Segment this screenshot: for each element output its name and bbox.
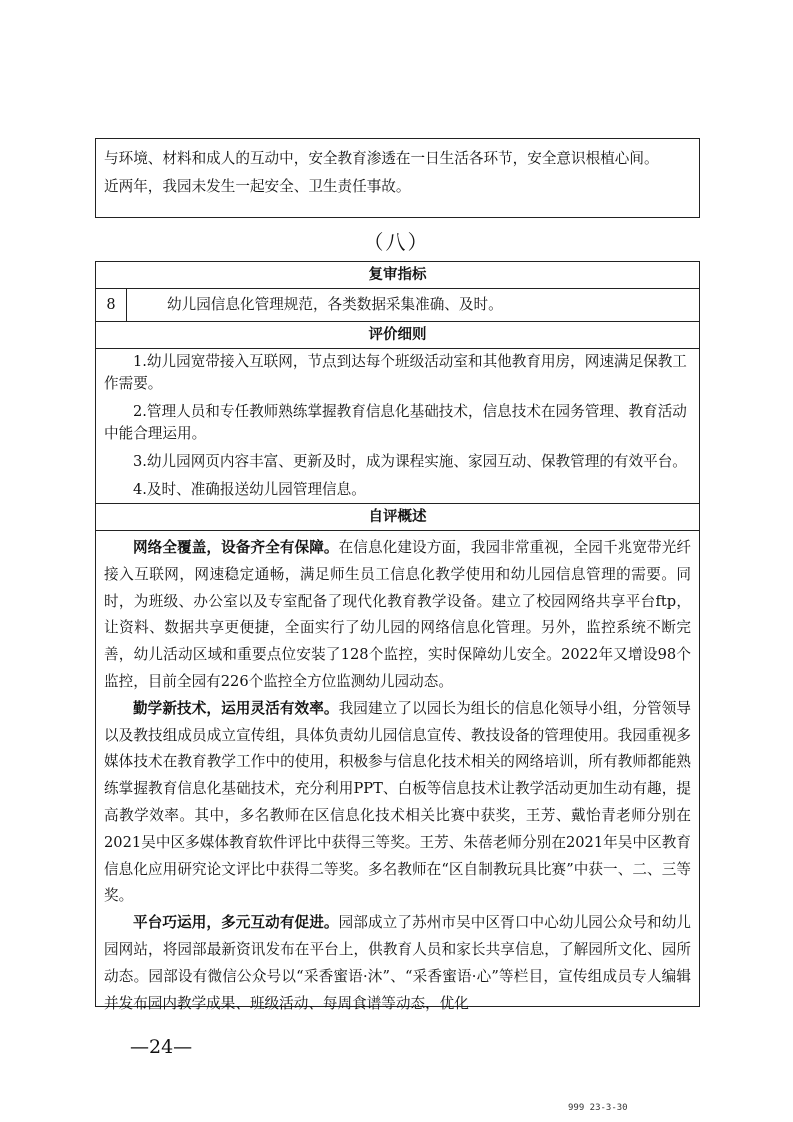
paragraph-body: 我园建立了以园长为组长的信息化领导小组，分管领导以及教技组成员成立宣传组，具体负责幼儿园信息宣传、教技设备的管理使用。我园重视多媒体技术在教育教学工作中的使用，积极参与信息化技术相关的网络培训，所有教师都能熟练掌握教育信息化基础技术，充分利用PPT、白板等信息技术让教学活动更加生动有趣，提高教学效率。其中，多名教师在区信息化技术相关比赛中获奖，王芳、戴怡青老师分别在2021吴中区多媒体教育软件评比中获得三等奖。王芳、朱蓓老师分别在2021年吴中区教育信息化应用研究论文评比中获得二等奖。多名教师在“区自制教玩具比赛”中获一、二、三等奖。: [104, 699, 691, 905]
review-indicator-header: 复审指标: [96, 262, 699, 289]
self-eval-paragraph: [104, 910, 691, 1017]
review-indicator-row: [96, 289, 699, 322]
previous-section-line: 与环境、材料和成人的互动中，安全教育渗透在一日生活各环节，安全意识根植心间。: [104, 150, 659, 167]
self-eval-body: [96, 531, 699, 1017]
paragraph-body: 园部成立了苏州市吴中区胥口中心幼儿园公众号和幼儿园网站，将园部最新资讯发布在平台上，供教育人员和家长共享信息，了解园所文化、园所动态。园部设有微信公众号以“采香蜜语·沐”、“采香蜜语·心”等栏目，宣传组成员专人编辑并发布园内教学成果、班级活动、每周食谱等动态，优化: [104, 914, 691, 1012]
self-eval-paragraph: [104, 535, 691, 696]
indicator-text: 幼儿园信息化管理规范，各类数据采集准确、及时。: [167, 296, 503, 313]
criteria-header: 评价细则: [96, 322, 699, 349]
criteria-item: 3.幼儿园网页内容丰富、更新及时，成为课程实施、家园互动、保教管理的有效平台。: [133, 453, 687, 470]
previous-section-box: [95, 138, 700, 218]
paragraph-lead: 平台巧运用，多元互动有促进。: [133, 914, 339, 932]
criteria-item: 2.管理人员和专任教师熟练掌握教育信息化基础技术，信息技术在园务管理、教育活动中能合理运用。: [104, 403, 687, 442]
print-stamp: 999 23-3-30: [568, 1103, 628, 1113]
paragraph-lead: 网络全覆盖，设备齐全有保障。: [133, 539, 339, 556]
criteria-list: [96, 349, 699, 504]
criteria-item: 1.幼儿园宽带接入互联网，节点到达每个班级活动室和其他教育用房，网速满足保教工作需要。: [104, 353, 687, 392]
paragraph-body: 在信息化建设方面，我园非常重视，全园千兆宽带光纤接入互联网，网速稳定通畅，满足师生员工信息化教学使用和幼儿园信息管理的需要。同时，为班级、办公室以及专室配备了现代化教育教学设备。建立了校园网络共享平台ftp，让资料、数据共享更便捷，全面实行了幼儿园的网络信息化管理。另外，监控系统不断完善，幼儿活动区域和重要点位安装了128个监控，实时保障幼儿安全。2022年又增设98个监控，目前全园有226个监控全方位监测幼儿园动态。: [104, 539, 691, 690]
section-title: （八）: [363, 230, 430, 254]
previous-section-line: 近两年，我园未发生一起安全、卫生责任事故。: [104, 178, 411, 195]
indicator-number: 8: [96, 289, 127, 321]
self-eval-paragraph: [104, 696, 691, 910]
self-eval-header: 自评概述: [96, 504, 699, 531]
page-number: —24—: [130, 1036, 193, 1058]
criteria-item: 4.及时、准确报送幼儿园管理信息。: [133, 481, 366, 498]
evaluation-table: [95, 261, 700, 1012]
paragraph-lead: 勤学新技术，运用灵活有效率。: [133, 699, 339, 717]
